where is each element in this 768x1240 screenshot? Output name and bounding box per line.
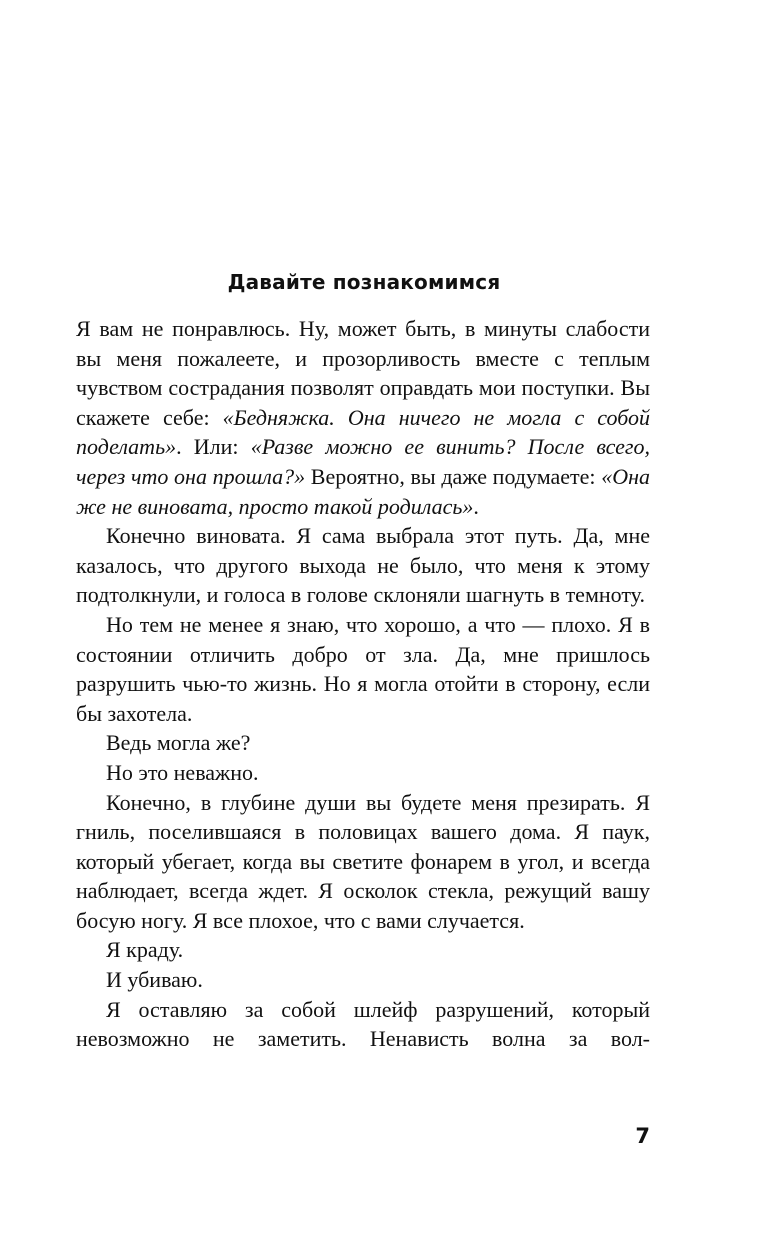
text-segment: Вероятно, вы даже подумаете: (305, 463, 602, 489)
body-text (76, 314, 650, 1054)
text-segment: Я краду. (106, 937, 184, 963)
page-number: 7 (635, 1124, 650, 1148)
text-segment: . (473, 493, 479, 519)
text-segment: Конечно виновата. Я сама выбрала этот путь. Да, мне казалось, что другого выхода не было, что меня к этому подтолкнули, и голоса в голове склоняли шагнуть в темноту. (76, 523, 650, 608)
italic-quote: «Разве можно ее винить? После всего, через что она прошла?» (76, 434, 650, 489)
paragraph (76, 758, 650, 788)
text-segment: Но это неважно. (106, 759, 259, 785)
text-segment: И убиваю. (106, 967, 203, 993)
text-segment: Конечно, в глубине души вы будете меня презирать. Я гниль, поселившаяся в половицах вашего дома. Я паук, который убегает, когда вы светите фонарем в угол, и всегда наблюдает, всегда ждет. Я осколок стекла, режущий вашу босую ногу. Я все плохое, что с вами случается. (76, 789, 650, 933)
italic-quote: «Она же не виновата, просто такой родилась» (76, 463, 650, 519)
text-segment: . Или: (176, 434, 251, 460)
text-segment: Я вам не понравлюсь. Ну, может быть, в минуты слабости вы меня пожалеете, и прозорливость вместе с теплым чувством сострадания позволят оправдать мои поступки. Вы скажете себе: (76, 316, 650, 430)
paragraph (76, 788, 650, 936)
paragraph (76, 521, 650, 610)
text-segment: Я оставляю за собой шлейф разрушений, который невозможно не заметить. Ненависть волна за вол- (76, 996, 650, 1052)
paragraph (76, 314, 650, 521)
chapter-title: Давайте познакомимся (227, 270, 501, 294)
paragraph (76, 965, 650, 995)
paragraph (76, 728, 650, 758)
italic-quote: «Бедняжка. Она ничего не могла с собой поделать» (76, 404, 650, 460)
paragraph (76, 935, 650, 965)
paragraph (76, 610, 650, 728)
text-segment: Ведь могла же? (106, 730, 251, 756)
text-segment: Но тем не менее я знаю, что хорошо, а что — плохо. Я в состоянии отличить добро от зла. Да, мне пришлось разрушить чью-то жизнь. Но я могла отойти в сторону, если бы захотела. (76, 611, 650, 726)
paragraph (76, 995, 650, 1054)
